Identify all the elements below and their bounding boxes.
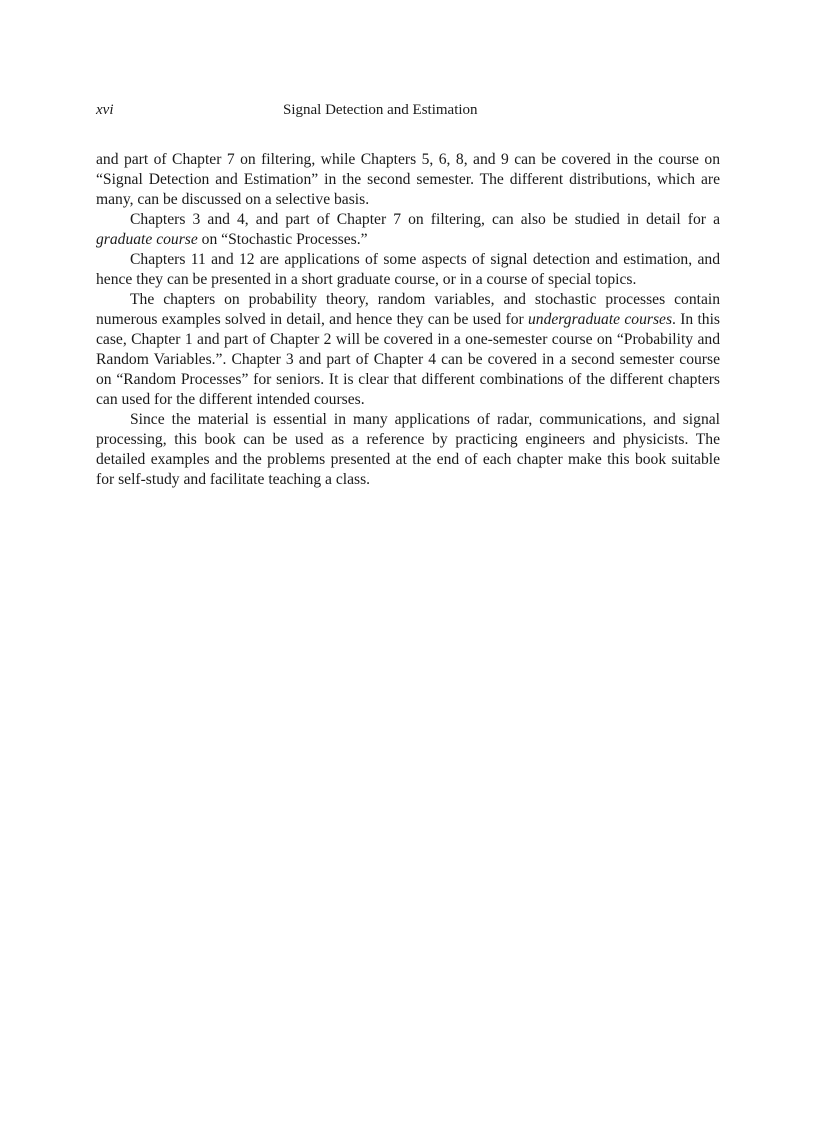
paragraph-continued: and part of Chapter 7 on filtering, while Chapters 5, 6, 8, and 9 can be covered in the course on “Signal Detection and Estimation” in the second semester. The different distributions, which are many, can be discussed on a selective basis. bbox=[96, 151, 720, 208]
emphasis-undergraduate-courses: undergraduate courses bbox=[527, 311, 673, 328]
paragraph-applications: Chapters 11 and 12 are applications of some aspects of signal detection and estimation, and hence they can be presented in a short graduate course, or in a course of special topics. bbox=[96, 251, 720, 288]
paragraph-stochastic-processes bbox=[96, 210, 720, 250]
paragraph-text: . In this case, Chapter 1 and part of Chapter 2 will be covered in a one-semester course on “Probability and Random Variables.”. Chapter 3 and part of Chapter 4 can be covered in a second semester course on “Random Processes” for seniors. It is clear that different combinations of the different chapters can used for the different intended courses. bbox=[96, 311, 720, 408]
body-text bbox=[96, 150, 720, 490]
paragraph-reference: Since the material is essential in many applications of radar, communications, and signal processing, this book can be used as a reference by practicing engineers and physicists. The detailed examples and the problems presented at the end of each chapter make this book suitable for self-study and facilitate teaching a class. bbox=[96, 411, 720, 488]
emphasis-graduate-course: graduate course bbox=[96, 231, 198, 248]
running-header bbox=[96, 100, 720, 120]
running-title: Signal Detection and Estimation bbox=[283, 102, 478, 118]
page-number: xvi bbox=[96, 102, 114, 118]
paragraph-text: Chapters 3 and 4, and part of Chapter 7 on filtering, can also be studied in detail for a bbox=[130, 211, 720, 228]
paragraph-text: on “Stochastic Processes.” bbox=[197, 231, 368, 248]
paragraph-undergraduate bbox=[96, 290, 720, 410]
paragraph-text: The chapters on probability theory, random variables, and stochastic processes contain numerous examples solved in detail, and hence they can be used for bbox=[96, 291, 720, 328]
